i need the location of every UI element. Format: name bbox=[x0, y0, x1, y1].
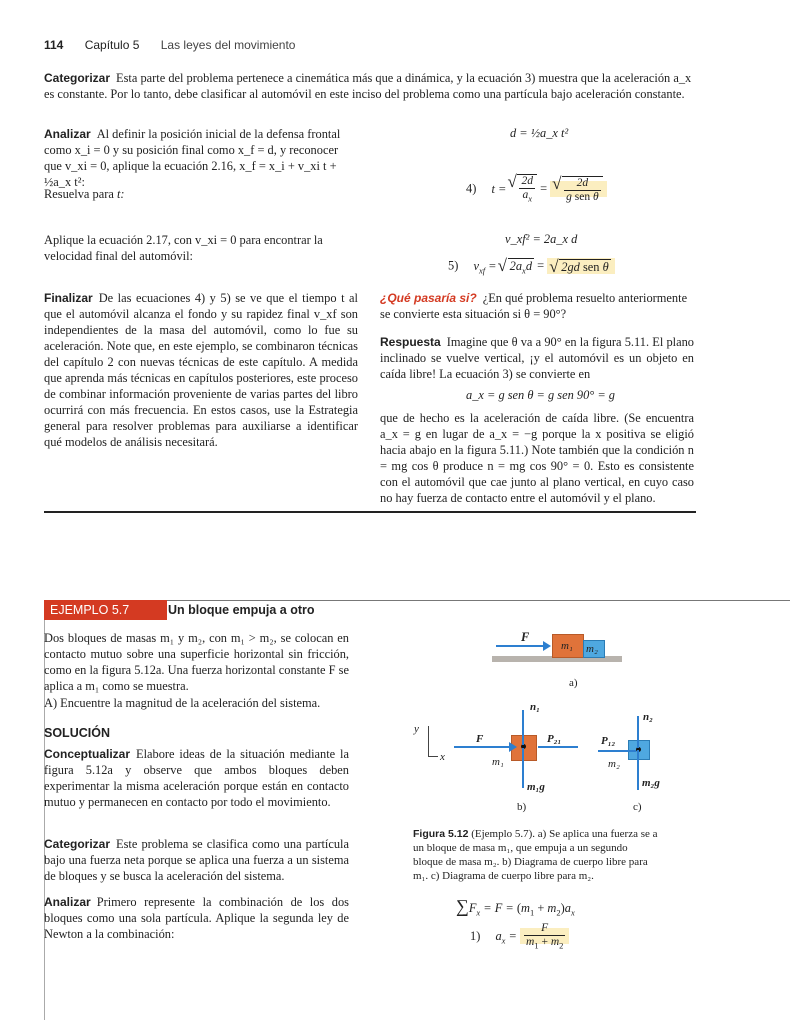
weight-arrow-m1g bbox=[522, 748, 524, 788]
n1-label: n₁ bbox=[530, 701, 540, 713]
solucion-heading: SOLUCIÓN bbox=[44, 726, 110, 740]
equation-sum-fx: $\sum F_x = F = (m_1 + m_2)a_x$ bbox=[456, 896, 575, 918]
eq1-label: 1) bbox=[470, 929, 481, 943]
que-pasaria-text: ¿En qué problema resuelto anteriormente se convierte esta situación si θ = 90°? bbox=[380, 291, 688, 321]
analizar-label: Analizar bbox=[44, 127, 91, 141]
p12-label: P₁₂ bbox=[601, 735, 616, 747]
m1g-label: m₁g bbox=[527, 781, 545, 793]
subfigure-c-label: c) bbox=[633, 801, 642, 813]
y-axis-label: y bbox=[414, 723, 419, 735]
categorizar-text: Esta parte del problema pertenece a cinemática más que a dinámica, y la ecuación 3) muestra que la aceleración a_x es constante. Por lo tanto, debe clasificar al automóvil en este inciso del problema como una partícula bajo aceleración constante. bbox=[44, 71, 692, 101]
chapter-label: Capítulo 5 bbox=[84, 38, 140, 52]
p21-label: P₂₁ bbox=[547, 733, 562, 745]
eq5-label: 5) bbox=[448, 258, 459, 273]
equation-d: d = ½a_x t² bbox=[510, 126, 569, 140]
que-pasaria-paragraph bbox=[380, 290, 694, 322]
example-title: Un bloque empuja a otro bbox=[168, 603, 315, 617]
categorizar2-label: Categorizar bbox=[44, 837, 111, 851]
page-header bbox=[44, 38, 295, 52]
subfigure-b-label: b) bbox=[517, 801, 527, 813]
figure-caption-label: Figura 5.12 bbox=[413, 828, 469, 840]
categorizar2-paragraph bbox=[44, 836, 349, 884]
p21-arrow bbox=[538, 746, 578, 748]
section-divider bbox=[44, 511, 696, 513]
problem-statement: Dos bloques de masas m₁ y m₂, con m₁ > m₂, se colocan en contacto mutuo sobre una superficie horizontal sin fricción, como en la figura 5.12a. Una fuerza horizontal constante F se aplica a m₁ como se muestra. bbox=[44, 631, 349, 693]
respuesta-continuation: que de hecho es la aceleración de caída libre. (Se encuentra a_x = g en lugar de a_x = −g porque la x positiva se eligió hacia abajo en la figura 5.11.) Note también que la condición n = mg cos θ produce n = mg cos 90° = 0. Esto es consistente con el automóvil que cae junto al plano vertical, en cuyo caso no hay fuerza de contacto entre el automóvil y el plano. bbox=[380, 411, 694, 505]
block-m1 bbox=[552, 634, 584, 658]
finalizar-text: De las ecuaciones 4) y 5) se ve que el tiempo t al que el automóvil alcanza el fondo y su rapidez final v_xf son independientes de la masa del automóvil, como lo fue su aceleración. Note que, en este ejemplo, se combinaron técnicas del capítulo 2 con nuevas técnicas de este capítulo. A medida que aprenda más técnicas en capítulos posteriores, este proceso de combinar información proveniente de varias partes del libro ocurrirá con más frecuencia. En estos casos, use la Estrategia general para resolver problemas para auxiliarse a identificar qué modelos de análisis necesitará. bbox=[44, 291, 358, 449]
conceptualizar-label: Conceptualizar bbox=[44, 747, 131, 761]
analizar2-paragraph bbox=[44, 894, 349, 942]
analizar-text: Al definir la posición inicial de la defensa frontal como x_i = 0 y su posición final como x_f = d, y reconocer que v_xi = 0, aplique la ecuación 2.16, x_f = x_i + v_xi t + ½a_x t²: bbox=[44, 127, 341, 189]
categorizar2-text: Este problema se clasifica como una partícula bajo una fuerza neta porque se aplica una fuerza a un sistema de bloques y se busca la aceleración del sistema. bbox=[44, 837, 349, 883]
equation-1: 1) $a_x$ = $\frac{F}{m_1 + m_2}$ bbox=[470, 922, 569, 952]
eq4-label: 4) bbox=[466, 181, 477, 196]
resuelva-label: Resuelva para bbox=[44, 187, 114, 201]
aplique-paragraph: Aplique la ecuación 2.17, con v_xi = 0 para encontrar la velocidad final del automóvil: bbox=[44, 233, 323, 263]
weight-arrow-m2g bbox=[637, 750, 639, 790]
conceptualizar-text: Elabore ideas de la situación mediante la figura 5.12a y observe que ambos bloques deben experimentar la misma aceleración porque están en contacto mutuo y permanecen en contacto por todo el movimiento. bbox=[44, 747, 349, 809]
force-label-b: F bbox=[476, 733, 484, 745]
equation-5: 5) $v_{xf}$ = √ $2a_xd$ = √ 2gd sen θ bbox=[448, 258, 615, 275]
p12-arrow bbox=[598, 750, 636, 752]
finalizar-paragraph bbox=[44, 290, 358, 450]
m2g-label: m₂g bbox=[642, 777, 660, 789]
resuelva-text bbox=[44, 186, 125, 202]
example-label: EJEMPLO 5.7 bbox=[44, 600, 167, 620]
block-m2-label: m₂ bbox=[586, 643, 598, 655]
equation-4: 4) t = √ $\frac{2d}{a_x}$ = √ $\frac{2d}{\text{g sen θ}}$ bbox=[466, 174, 607, 205]
chapter-title: Las leyes del movimiento bbox=[160, 38, 296, 52]
analizar-paragraph bbox=[44, 126, 358, 190]
categorizar-paragraph bbox=[44, 70, 694, 102]
que-pasaria-label: ¿Qué pasaría si? bbox=[380, 291, 477, 305]
figure-caption-text: (Ejemplo 5.7). a) Se aplica una fuerza se a un bloque de masa m₁, que empuja a un segundo bloque de masa m₂. b) Diagrama de cuerpo libre para m₁. c) Diagrama de cuerpo libre para m₂. bbox=[413, 828, 658, 882]
equation-ax: a_x = g sen θ = g sen 90° = g bbox=[466, 388, 616, 402]
respuesta-label: Respuesta bbox=[380, 335, 441, 349]
force-arrow-a bbox=[496, 645, 544, 647]
resuelva-var: t: bbox=[116, 187, 125, 201]
problem-part-a: A) Encuentre la magnitud de la aceleración del sistema. bbox=[44, 696, 321, 710]
force-label-a: F bbox=[521, 630, 530, 644]
analizar2-label: Analizar bbox=[44, 895, 91, 909]
x-axis bbox=[428, 756, 438, 757]
normal-arrow-n1 bbox=[522, 710, 524, 745]
fbd-m1-label: m₁ bbox=[492, 756, 504, 768]
block-m2 bbox=[583, 640, 605, 658]
fbd-m2-label: m₂ bbox=[608, 758, 620, 770]
n2-label: n₂ bbox=[643, 711, 653, 723]
analizar2-text: Primero represente la combinación de los dos bloques como una sola partícula. Aplique la segunda ley de Newton a la combinación: bbox=[44, 895, 349, 941]
conceptualizar-paragraph bbox=[44, 746, 349, 810]
normal-arrow-n2 bbox=[637, 716, 639, 748]
figure-caption bbox=[413, 827, 658, 883]
categorizar-label: Categorizar bbox=[44, 71, 111, 85]
subfigure-a-label: a) bbox=[569, 677, 578, 689]
force-arrow-b bbox=[454, 746, 510, 748]
respuesta-paragraph bbox=[380, 334, 694, 382]
equation-vxf2: v_xf² = 2a_x d bbox=[505, 232, 578, 246]
finalizar-label: Finalizar bbox=[44, 291, 93, 305]
respuesta-text: Imagine que θ va a 90° en la figura 5.11. El plano inclinado se vuelve vertical, ¡y el automóvil es un objeto en caída libre! La ecuación 3) se convierte en bbox=[380, 335, 694, 381]
block-m1-label: m₁ bbox=[561, 640, 573, 652]
page-number: 114 bbox=[44, 38, 64, 52]
x-axis-label: x bbox=[440, 751, 445, 763]
y-axis bbox=[428, 726, 429, 756]
